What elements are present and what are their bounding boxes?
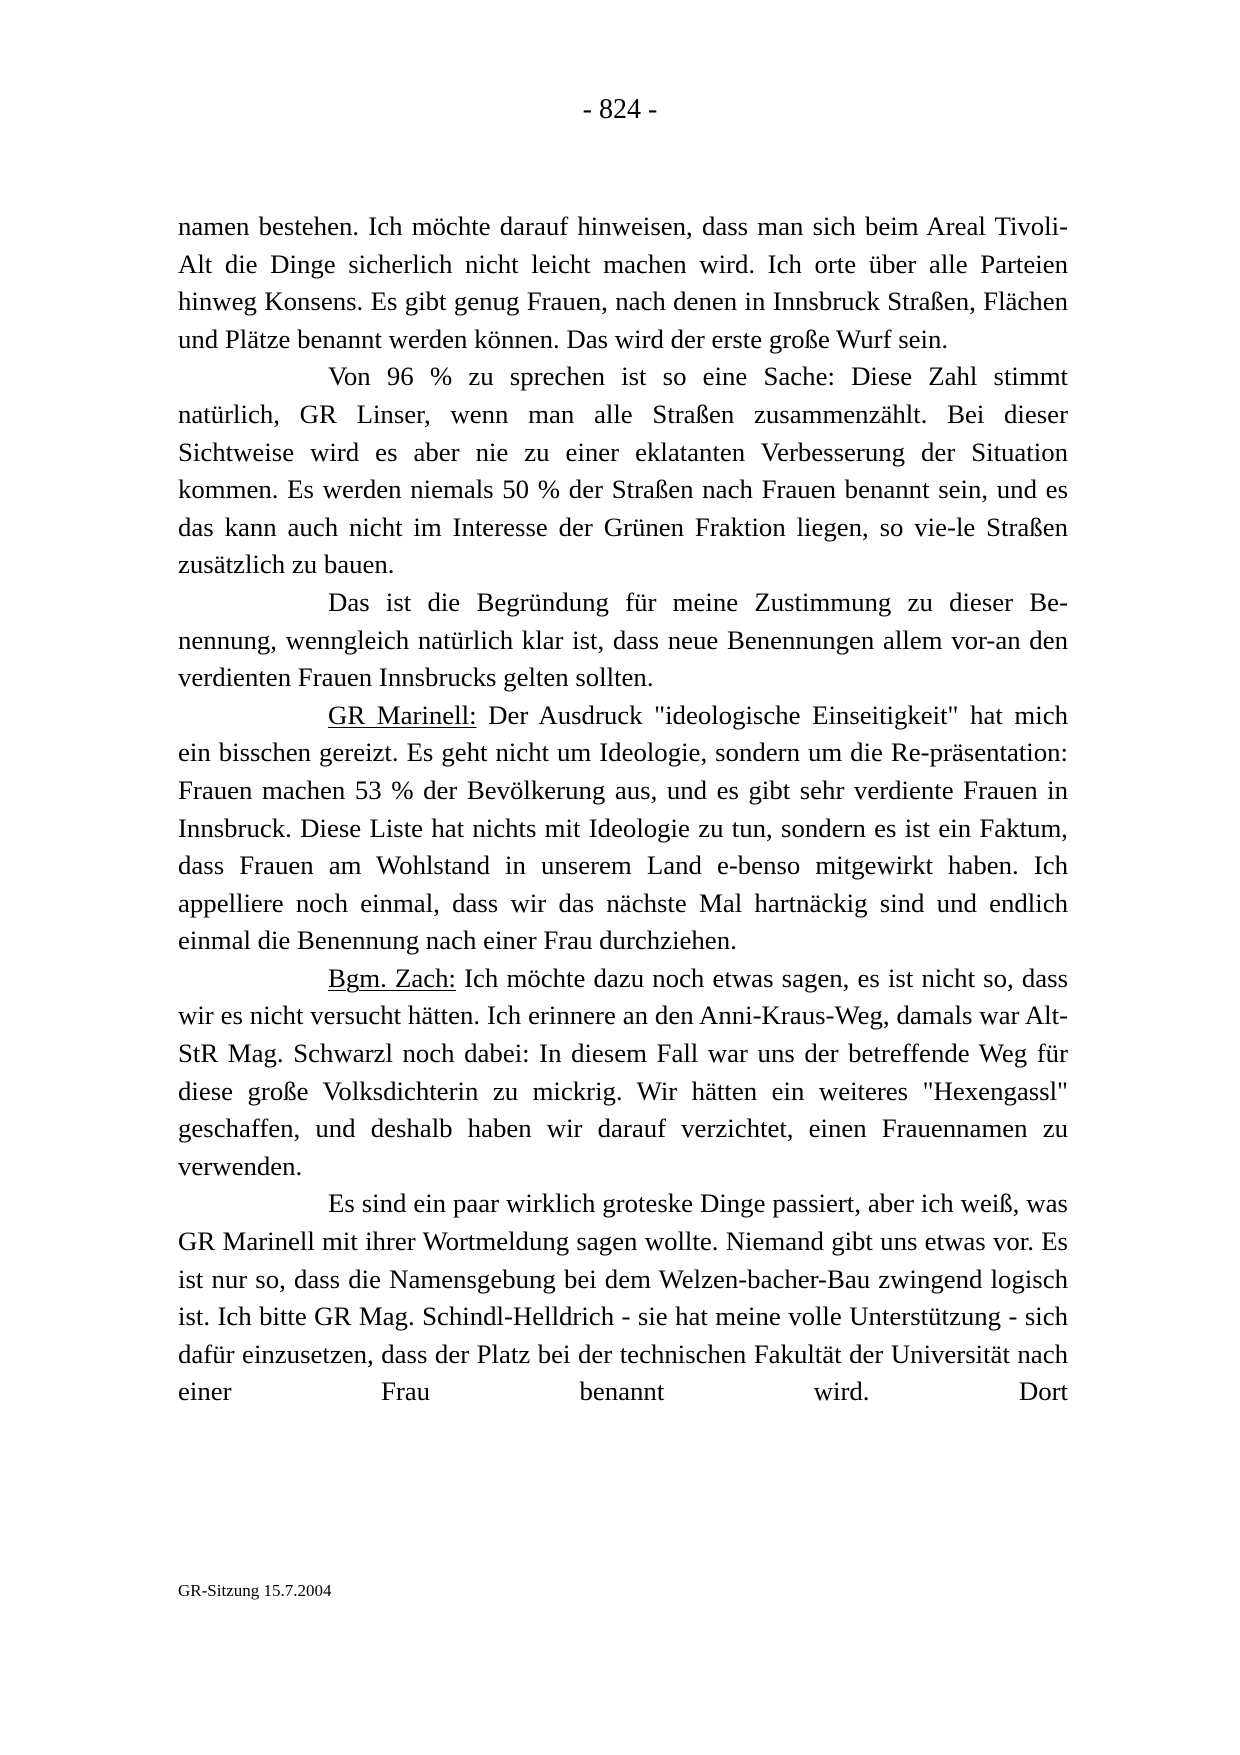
footer-session-date: GR-Sitzung 15.7.2004 (178, 1581, 332, 1600)
paragraph-6 (178, 1185, 1068, 1411)
paragraph-1 (178, 208, 1068, 358)
paragraph-text: Es sind ein paar wirklich groteske Dinge passiert, aber ich weiß, was GR Marinell mit ihrer Wortmeldung sagen wollte. Niemand gibt uns etwas vor. Es ist nur so, dass die Namensgebung bei dem Welzen-bacher-Bau zwingend logisch ist. Ich bitte GR Mag. Schindl-Helldrich - sie hat meine volle Unterstützung - sich dafür einzusetzen, dass der Platz bei der technischen Fakultät der Universität nach einer Frau benannt wird. Dort (178, 1188, 1068, 1407)
paragraph-text: Der Ausdruck "ideologische Einseitigkeit" hat mich ein bisschen gereizt. Es geht nicht um Ideologie, sondern um die Re-präsentation: Frauen machen 53 % der Bevölkerung aus, und es gibt sehr verdiente Frauen in Innsbruck. Diese Liste hat nichts mit Ideologie zu tun, sondern es ist ein Faktum, dass Frauen am Wohlstand in unserem Land e-benso mitgewirkt haben. Ich appelliere noch einmal, dass wir das nächste Mal hartnäckig sind und endlich einmal die Benennung nach einer Frau durchziehen. (178, 699, 1068, 956)
paragraph-4 (178, 697, 1068, 960)
speaker-name: Bgm. Zach: (328, 962, 456, 993)
paragraph-text: Ich möchte dazu noch etwas sagen, es ist nicht so, dass wir es nicht versucht hätten. Ich erinnere an den Anni-Kraus-Weg, damals war Alt-StR Mag. Schwarzl noch dabei: In diesem Fall war uns der betreffende Weg für diese große Volksdichterin zu mickrig. Wir hätten ein weiteres "Hexengassl" geschaffen, und deshalb haben wir darauf verzichtet, einen Frauennamen zu verwenden. (178, 962, 1068, 1181)
paragraph-3 (178, 584, 1068, 697)
paragraph-5 (178, 960, 1068, 1186)
body-text (178, 208, 1068, 1411)
paragraph-text: namen bestehen. Ich möchte darauf hinweisen, dass man sich beim Areal Tivoli-Alt die Dinge sicherlich nicht leicht machen wird. Ich orte über alle Parteien hinweg Konsens. Es gibt genug Frauen, nach denen in Innsbruck Straßen, Flächen und Plätze benannt werden können. Das wird der erste große Wurf sein. (178, 211, 1068, 354)
paragraph-text: Das ist die Begründung für meine Zustimmung zu dieser Be-nennung, wenngleich natürlich klar ist, dass neue Benennungen allem vor-an den verdienten Frauen Innsbrucks gelten sollten. (178, 586, 1068, 693)
paragraph-2 (178, 358, 1068, 584)
page-number: - 824 - (582, 94, 658, 125)
paragraph-text: Von 96 % zu sprechen ist so eine Sache: Diese Zahl stimmt natürlich, GR Linser, wenn man alle Straßen zusammenzählt. Bei dieser Sichtweise wird es aber nie zu einer eklatanten Verbesserung der Situation kommen. Es werden niemals 50 % der Straßen nach Frauen benannt sein, und es das kann auch nicht im Interesse der Grünen Fraktion liegen, so vie-le Straßen zusätzlich zu bauen. (178, 361, 1068, 580)
speaker-name: GR Marinell: (328, 699, 477, 730)
